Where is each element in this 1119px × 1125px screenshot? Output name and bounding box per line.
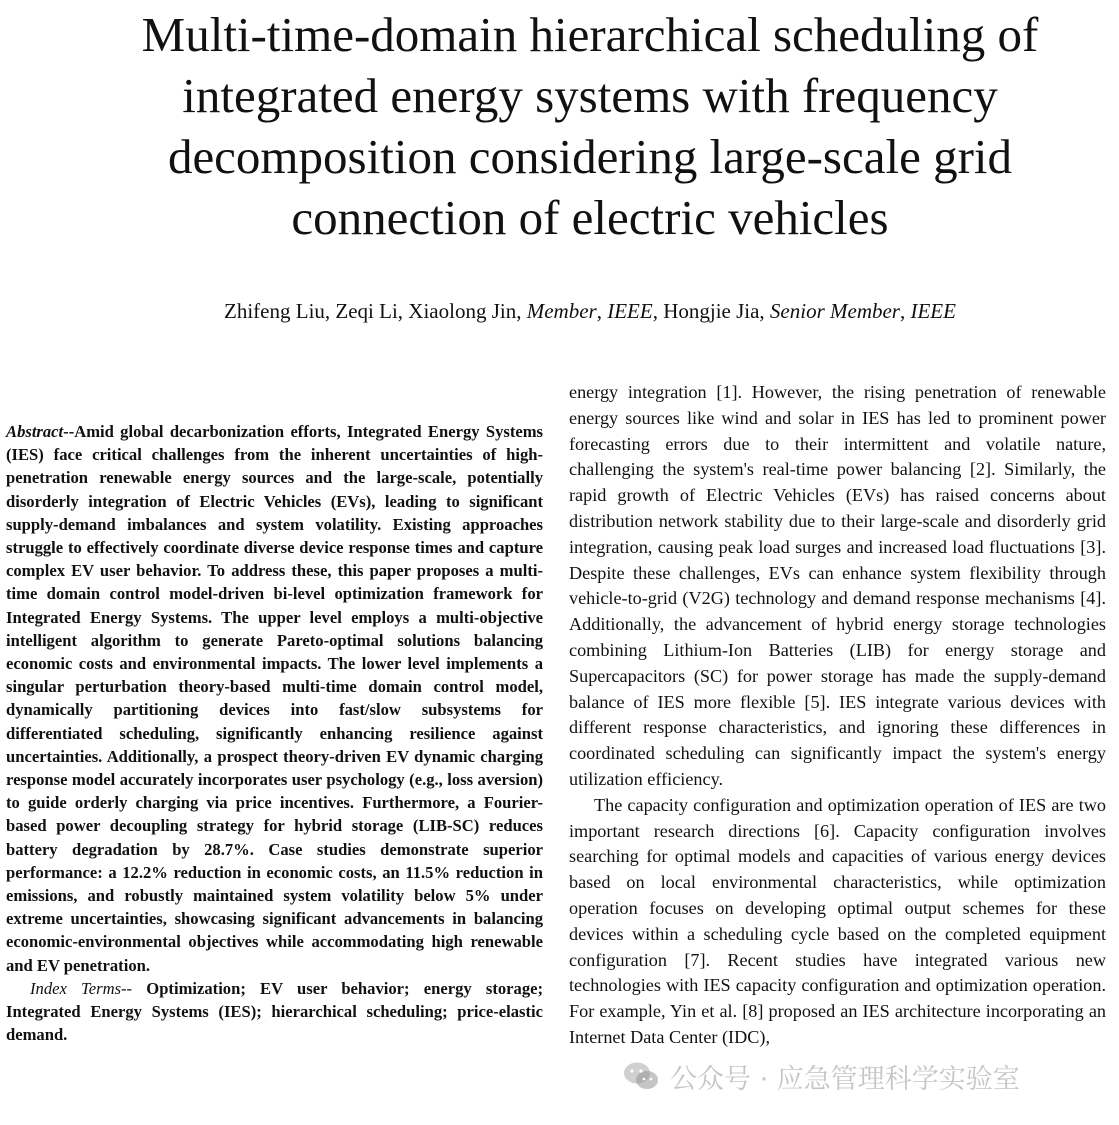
author-role-1: Member	[526, 299, 597, 323]
abstract-text: Amid global decarbonization efforts, Integrated Energy Systems (IES) face critical challenges from the inherent uncertainties of high-penetration renewable energy sources and the large-scale, potentially disorderly integration of Electric Vehicles (EVs), leading to significant supply-demand imbalances and system volatility. Existing approaches struggle to effectively coordinate diverse device response times and capture complex EV user behavior. To address these, this paper proposes a multi-time domain control model-driven bi-level optimization framework for Integrated Energy Systems. The upper level employs a multi-objective intelligent algorithm to generate Pareto-optimal solutions balancing economic costs and environmental impacts. The lower level implements a singular perturbation theory-based multi-time domain control model, dynamically partitioning devices into fast/slow subsystems for differentiated scheduling, significantly enhancing resilience against uncertainties. Additionally, a prospect theory-driven EV dynamic charging response model accurately incorporates user psychology (e.g., loss aversion) to guide orderly charging via price incentives. Furthermore, a Fourier-based power decoupling strategy for hybrid storage (LIB-SC) reduces battery degradation by 28.7%. Case studies demonstrate superior performance: a 12.2% reduction in economic costs, an 11.5% reduction in emissions, and robustly maintained system volatility below 5% under extreme uncertainties, showcasing significant advancements in balancing economic-environmental objectives while accommodating high renewable and EV penetration.	[6, 422, 543, 975]
author-role-2: Senior Member	[769, 299, 900, 323]
author-org-1: IEEE	[607, 299, 653, 323]
author-org-2: IEEE	[910, 299, 956, 323]
paper-title: Multi-time-domain hierarchical scheduling of integrated energy systems with frequency decomposition considering large-scale grid connection of electric vehicles	[141, 7, 1039, 245]
author-names-2: , Hongjie Jia,	[652, 299, 770, 323]
author-sep-2: ,	[899, 299, 911, 323]
body-paragraph: energy integration [1]. However, the rising penetration of renewable energy sources like wind and solar in IES has led to prominent power forecasting errors due to their intermittent and volatile nature, challenging the system's real-time power balancing [2]. Similarly, the rapid growth of Electric Vehicles (EVs) has raised concerns about distribution network stability due to their large-scale and disorderly grid integration, causing peak load surges and increased load fluctuations [3]. Despite these challenges, EVs can enhance system flexibility through vehicle-to-grid (V2G) technology and demand response mechanisms [4]. Additionally, the advancement of hybrid energy storage technologies combining Lithium-Ion Batteries (LIB) for energy storage and Supercapacitors (SC) for power storage has made the supply-demand balance of IES more flexible [5]. IES integrate various devices with different response characteristics, and ignoring these differences in coordinated scheduling can significantly impact the system's energy utilization efficiency.	[569, 382, 1106, 789]
abstract-label: Abstract	[6, 422, 64, 441]
author-names-1: Zhifeng Liu, Zeqi Li, Xiaolong Jin,	[224, 299, 527, 323]
index-terms	[6, 977, 543, 1047]
author-sep-1: ,	[596, 299, 608, 323]
index-terms-dashes: --	[121, 978, 147, 998]
watermark-text: 公众号 · 应急管理科学实验室	[670, 1063, 1020, 1095]
right-column	[569, 380, 1106, 1051]
watermark	[622, 1058, 1020, 1094]
abstract	[6, 420, 543, 977]
wechat-icon	[622, 1061, 660, 1091]
abstract-dashes: --	[63, 422, 75, 441]
author-line	[60, 297, 1119, 325]
body-paragraph: The capacity configuration and optimization operation of IES are two important research directions [6]. Capacity configuration involves searching for optimal models and capacities of various energy devices based on local environmental characteristics, while optimization operation focuses on developing optimal output schemes for these devices within a scheduling cycle based on the completed equipment configuration [7]. Recent studies have integrated various new technologies with IES capacity configuration and optimization operation. For example, Yin et al. [8] proposed an IES architecture incorporating an Internet Data Center (IDC),	[569, 794, 1106, 1047]
index-terms-label: Index Terms	[30, 978, 122, 998]
left-column	[6, 420, 543, 1046]
index-terms-text: Optimization; EV user behavior; energy storage; Integrated Energy Systems (IES); hierarchical scheduling; price-elastic demand.	[6, 978, 544, 1045]
